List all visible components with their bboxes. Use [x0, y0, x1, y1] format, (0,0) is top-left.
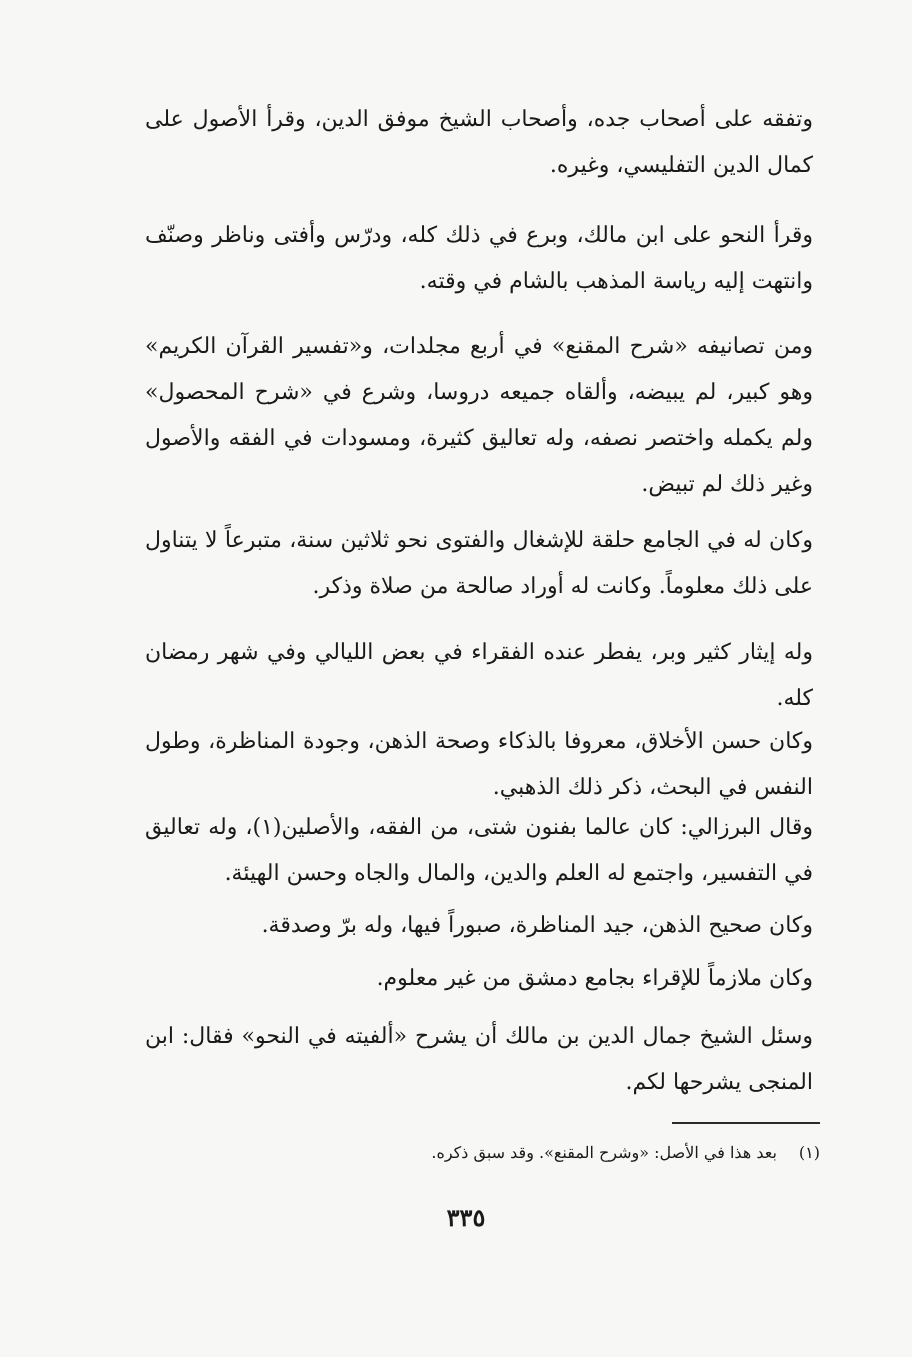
paragraph-3: ومن تصانيفه «شرح المقنع» في أربع مجلدات، و«تفسير القرآن الكريم» وهو كبير، لم يبيضه، وألقاه جميعه دروسا، وشرع في «شرح المحصول» ولم يكمله واختصر نصفه، وله تعاليق كثيرة، ومسودات في الفقه والأصول وغير ذلك لم تبيض.: [145, 334, 814, 497]
paragraph-7: وقال البرزالي: كان عالما بفنون شتى، من الفقه، والأصلين(١)، وله تعاليق في التفسير، واجتمع له العلم والدين، والمال والجاه وحسن الهيئة.: [145, 815, 813, 886]
footnote-number: (١): [798, 1143, 820, 1162]
footnote: [300, 1138, 820, 1168]
paragraph-2: وقرأ النحو على ابن مالك، وبرع في ذلك كله، ودرّس وأفتى وناظر وصنّف وانتهت إليه رياسة المذهب بالشام في وقته.: [145, 223, 813, 294]
paragraph-1: وتفقه على أصحاب جده، وأصحاب الشيخ موفق الدين، وقرأ الأصول على كمال الدين التفليسي، وغيره.: [145, 107, 813, 178]
paragraph-5: وله إيثار كثير وبر، يفطر عنده الفقراء في بعض الليالي وفي شهر رمضان كله.: [145, 640, 813, 711]
page-number: ٣٣٥: [446, 1203, 486, 1232]
paragraph-6: وكان حسن الأخلاق، معروفا بالذكاء وصحة الذهن، وجودة المناظرة، وطول النفس في البحث، ذكر ذلك الذهبي.: [145, 729, 814, 800]
paragraph-8: وكان صحيح الذهن، جيد المناظرة، صبوراً فيها، وله برّ وصدقة.: [261, 913, 813, 938]
paragraph-10: وسئل الشيخ جمال الدين بن مالك أن يشرح «ألفيته في النحو» فقال: ابن المنجى يشرحها لكم.: [145, 1024, 813, 1095]
footnote-text: بعد هذا في الأصل: «وشرح المقنع». وقد سبق ذكره.: [431, 1143, 777, 1162]
footnote-divider: [672, 1122, 820, 1124]
paragraph-9: وكان ملازماً للإقراء بجامع دمشق من غير معلوم.: [376, 966, 813, 991]
paragraph-4: وكان له في الجامع حلقة للإشغال والفتوى نحو ثلاثين سنة، متبرعاً لا يتناول على ذلك معلوماً. وكانت له أوراد صالحة من صلاة وذكر.: [145, 528, 813, 599]
